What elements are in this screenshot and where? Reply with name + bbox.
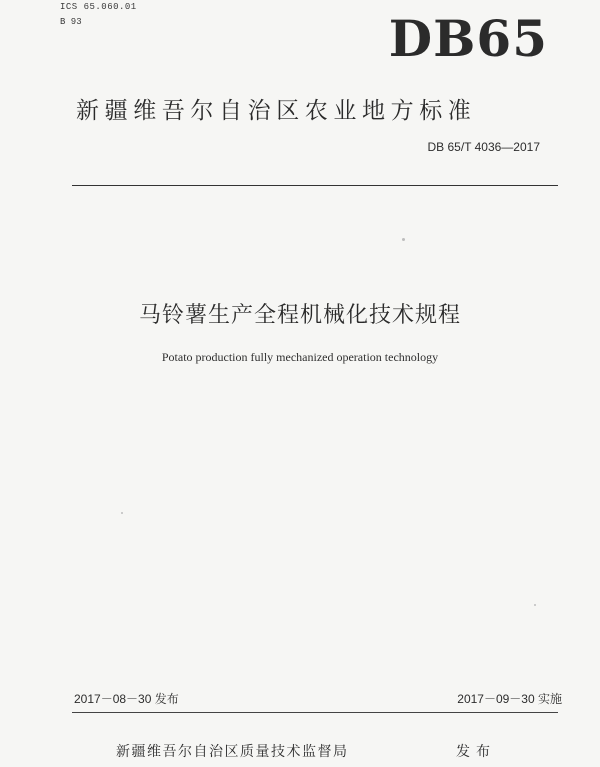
ics-code: ICS 65.060.01 bbox=[60, 2, 137, 12]
publisher-name: 新疆维吾尔自治区质量技术监督局 bbox=[116, 744, 349, 760]
standard-type-heading: 新疆维吾尔自治区农业地方标准 bbox=[76, 98, 477, 124]
scan-speck bbox=[402, 238, 405, 241]
ccs-code: B 93 bbox=[60, 17, 82, 27]
scan-speck bbox=[534, 604, 536, 606]
issue-date: 2017－08－30 发布 bbox=[74, 692, 179, 706]
standard-number: DB 65/T 4036—2017 bbox=[427, 140, 540, 154]
publish-label: 发布 bbox=[456, 744, 496, 760]
document-title-chinese: 马铃薯生产全程机械化技术规程 bbox=[138, 303, 461, 328]
scan-speck bbox=[121, 512, 123, 514]
db65-logo: DB65 bbox=[388, 9, 548, 68]
footer-divider bbox=[72, 712, 558, 713]
document-title-english: Potato production fully mechanized operation technology bbox=[161, 350, 439, 364]
implementation-date: 2017－09－30 实施 bbox=[457, 692, 562, 706]
header-divider bbox=[72, 185, 558, 186]
